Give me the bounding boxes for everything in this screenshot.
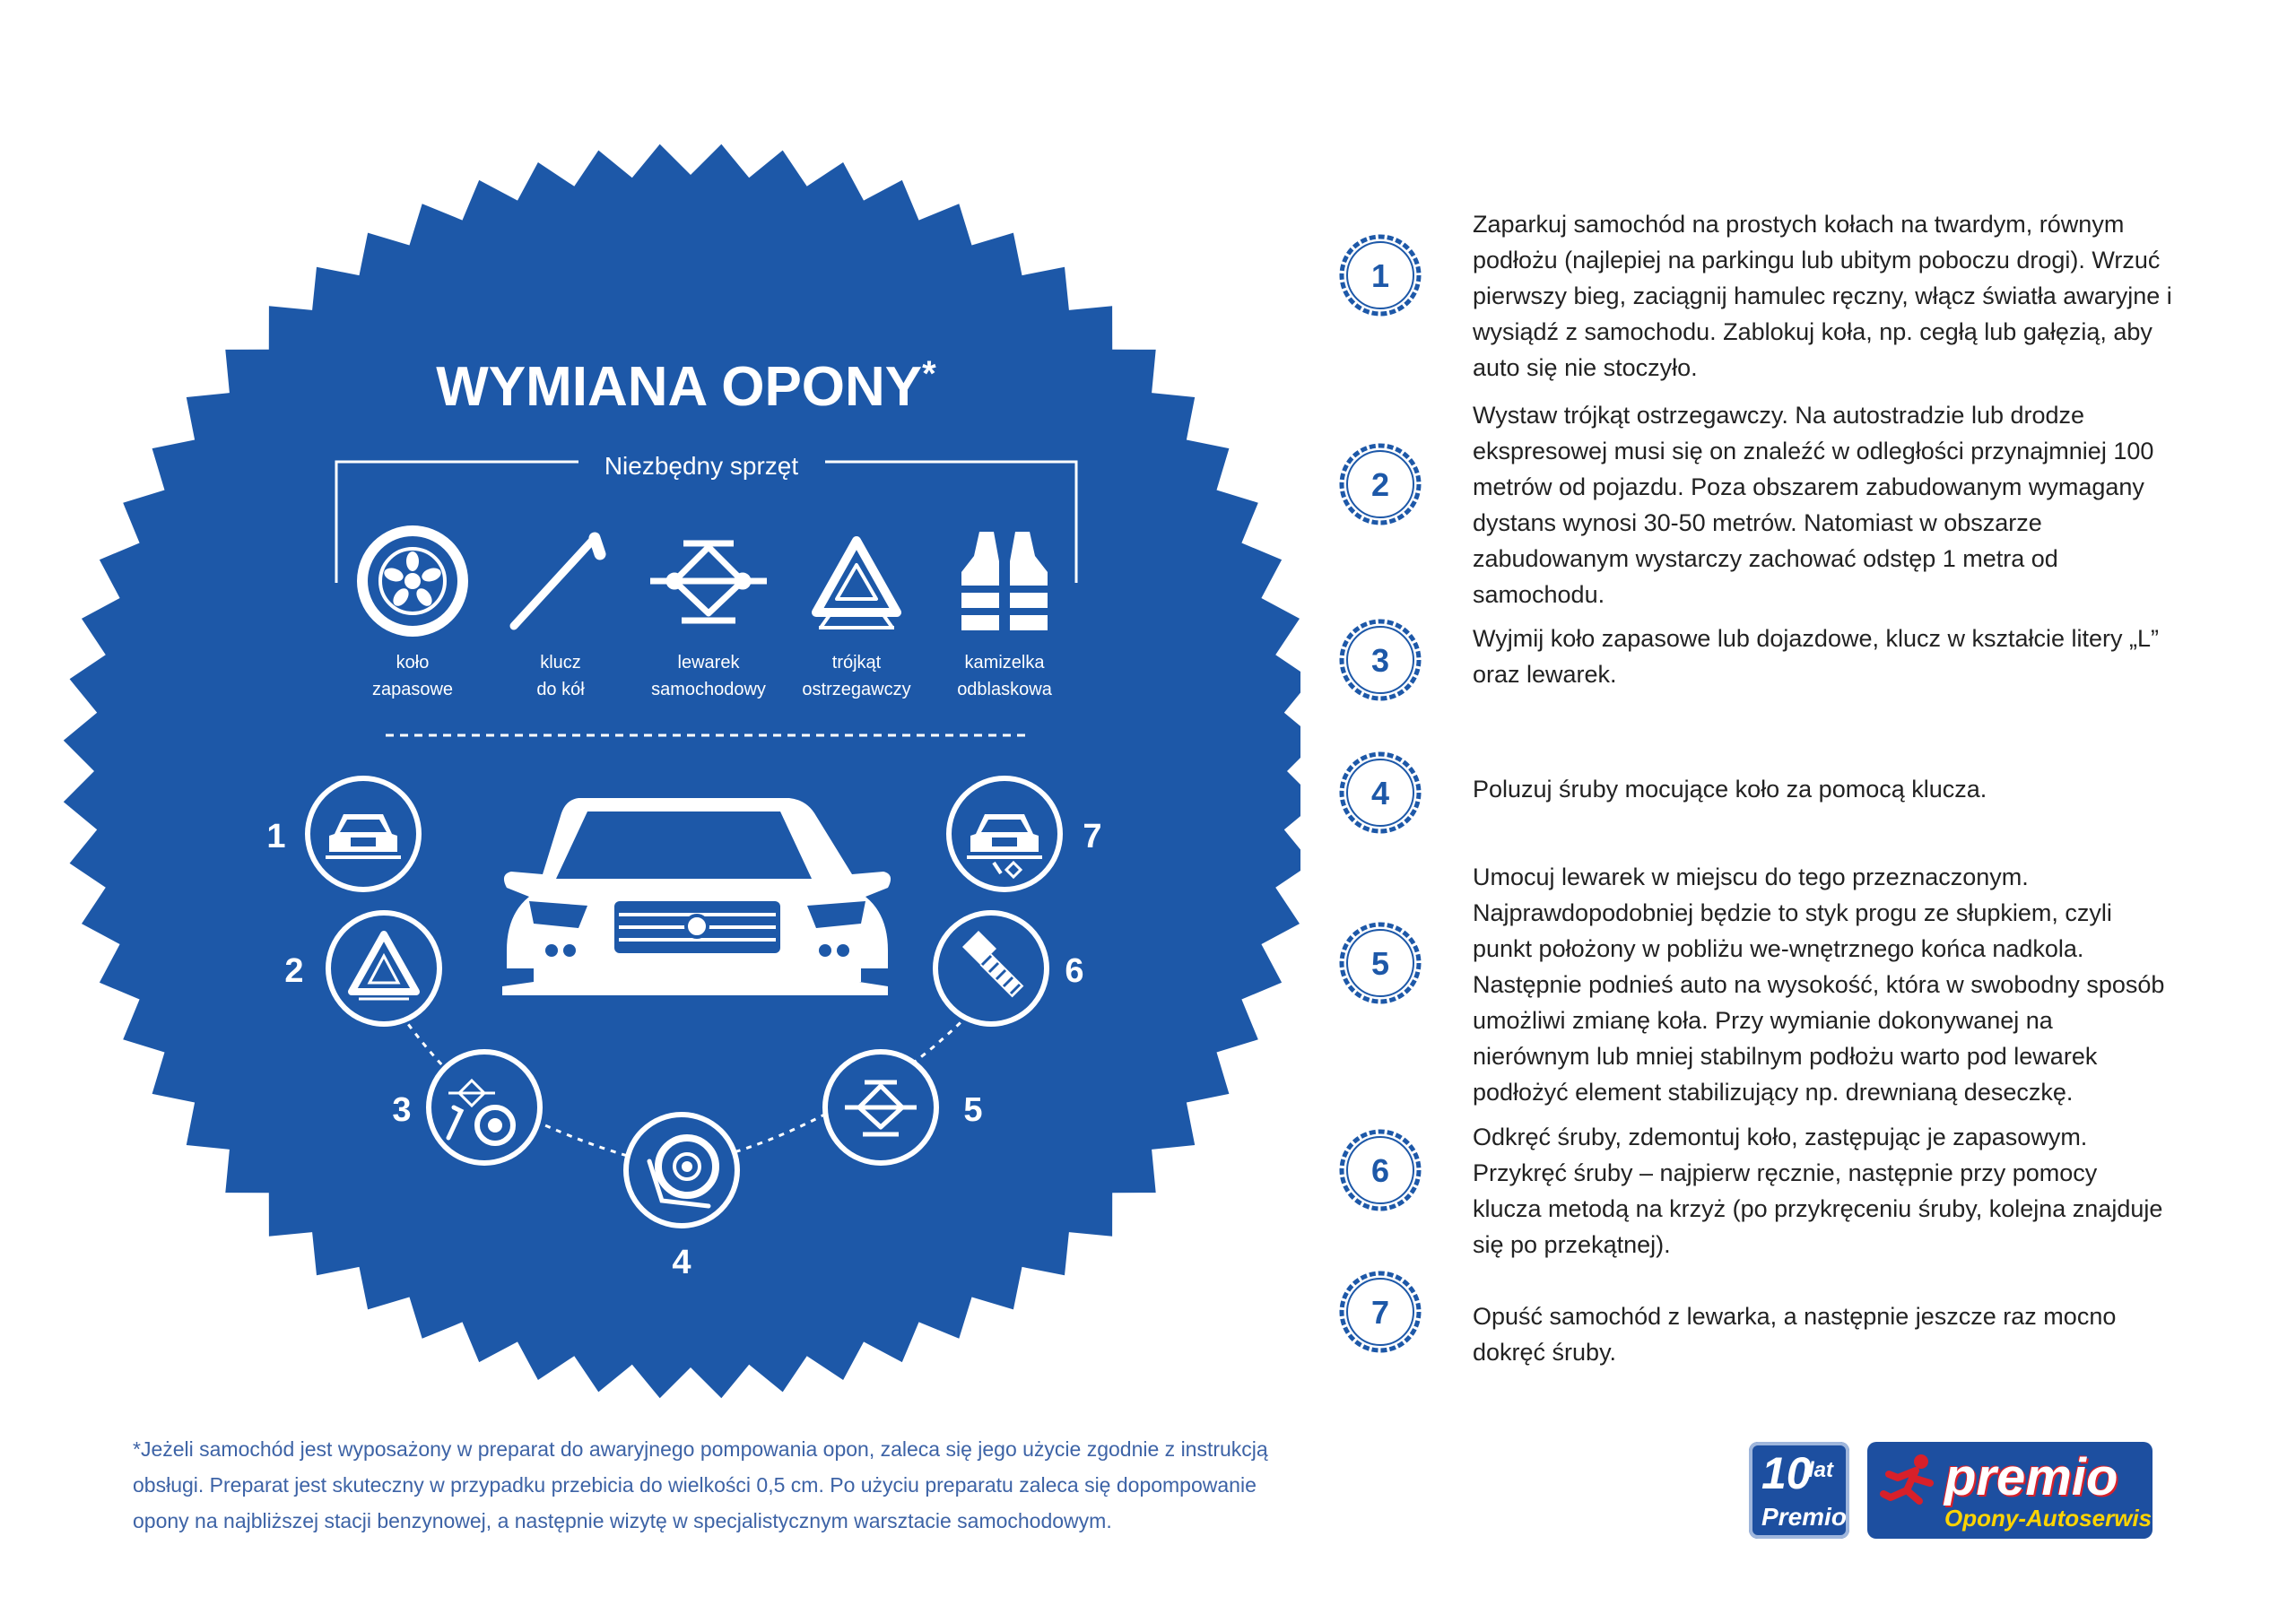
- anniversary-number: 10: [1761, 1448, 1812, 1498]
- step-3-number: 3: [1370, 642, 1390, 679]
- step-5-text: Umocuj lewarek w miejscu do tego przeznaczonym. Najprawdopodobniej będzie to styk progu ze słupkiem, czyli punkt położony w pobliżu we-wnętrznego końca nadkola. Następnie podnieś auto na wysokość, która w swobodny sposób umożliwi zmianę koła. Przy wymianie dokonywanej na nierównym lub mniej stabilnym podłożu warto pod lewarek podłożyć element stabilizujący np. drewnianą deseczkę.: [1473, 864, 2165, 1106]
- equipment-label-3a: lewarek: [677, 653, 740, 673]
- equipment-label-5a: kamizelka: [964, 653, 1045, 673]
- equipment-label-2a: klucz: [540, 653, 581, 673]
- premio-brand: premio: [1944, 1448, 2118, 1506]
- step-2-text: Wystaw trójkąt ostrzegawczy. Na autostradzie lub drodze ekspresowej musi się on znaleźć w odległości przynajmniej 100 metrów od pojazdu. Poza obszarem zabudowanym wymagany dystans wynosi 30-50 metrów. Natomiast w obszarze zabudowanym wystarczy zachować odstęp 1 metra od samochodu.: [1473, 402, 2154, 608]
- step-6-number: 6: [1370, 1152, 1390, 1189]
- anniversary-logo: [1749, 1442, 1849, 1539]
- anniversary-lat: lat: [1808, 1458, 1834, 1482]
- step-7-badge: [1336, 1268, 1424, 1356]
- equipment-label-2b: do kół: [536, 680, 585, 699]
- equipment-label-4b: ostrzegawczy: [802, 680, 911, 699]
- step-3-badge: [1336, 616, 1424, 704]
- cycle-step-5-number: 5: [963, 1091, 983, 1129]
- cycle-step-1-number: 1: [266, 818, 286, 855]
- equipment-label-1a: koło: [396, 653, 430, 673]
- step-4-badge: [1336, 749, 1424, 837]
- cycle-step-4-number: 4: [672, 1244, 691, 1281]
- cycle-step-7-number: 7: [1083, 818, 1102, 855]
- step-2-number: 2: [1370, 466, 1390, 503]
- step-7-number: 7: [1370, 1294, 1390, 1331]
- step-5-number: 5: [1370, 945, 1390, 982]
- equipment-header: Niezbędny sprzęt: [604, 452, 799, 480]
- step-2-badge: [1336, 440, 1424, 528]
- step-1-text: Zaparkuj samochód na prostych kołach na twardym, równym podłożu (najlepiej na parkingu lub ubitym poboczu drogi). Wrzuć pierwszy bieg, zaciągnij hamulec ręczny, włącz światła awaryjne i wysiądź z samochodu. Zablokuj koła, np. cegłą lub gałęzią, aby auto się nie stoczyło.: [1473, 211, 2172, 381]
- cycle-step-3-ring: [429, 1052, 540, 1163]
- runner-icon: [1880, 1451, 1943, 1514]
- cycle-step-4-ring: [626, 1115, 737, 1226]
- step-4-number: 4: [1370, 775, 1390, 812]
- premio-tagline: Opony-Autoserwis: [1944, 1505, 2152, 1532]
- step-6-badge: [1336, 1126, 1424, 1214]
- step-5-badge: [1336, 919, 1424, 1007]
- premio-logo: [1867, 1442, 2152, 1539]
- step-3-text: Wyjmij koło zapasowe lub dojazdowe, klucz w kształcie litery „L” oraz lewarek.: [1473, 625, 2160, 688]
- anniversary-name: Premio: [1761, 1503, 1847, 1531]
- cycle-step-3-number: 3: [392, 1091, 412, 1129]
- footnote: *Jeżeli samochód jest wyposażony w preparat do awaryjnego pompowania opon, zaleca się jego użycie zgodnie z instrukcją obsługi. Preparat jest skuteczny w przypadku przebicia do wielkości 0,5 cm. Po użyciu preparatu zaleca się dopompowanie opony na najbliższej stacji benzynowej, a następnie wizytę w specjalistycznym warsztacie samochodowym.: [133, 1437, 1268, 1532]
- step-1-number: 1: [1370, 257, 1390, 294]
- step-4-text: Poluzuj śruby mocujące koło za pomocą klucza.: [1473, 776, 1987, 803]
- equipment-label-4a: trójkąt: [831, 653, 882, 673]
- cycle-step-2-number: 2: [284, 952, 304, 990]
- diagram-title: WYMIANA OPONY*: [436, 354, 936, 418]
- tire-diagram: [0, 0, 1300, 1399]
- equipment-label-1b: zapasowe: [371, 680, 454, 699]
- cycle-step-2-ring: [328, 913, 439, 1024]
- instruction-steps: [1336, 0, 2269, 1399]
- step-7-text: Opuść samochód z lewarka, a następnie jeszcze raz mocno dokręć śruby.: [1473, 1303, 2117, 1366]
- cycle-step-6-number: 6: [1065, 952, 1084, 990]
- step-1-badge: [1336, 231, 1424, 319]
- equipment-label-3b: samochodowy: [651, 680, 766, 699]
- equipment-label-5b: odblaskowa: [957, 680, 1052, 699]
- step-6-text: Odkręć śruby, zdemontuj koło, zastępując je zapasowym. Przykręć śruby – najpierw ręcznie, następnie przy pomocy klucza metodą na krzyż (po przykręceniu śruby, kolejna znajduje się po przekątnej).: [1473, 1124, 2163, 1258]
